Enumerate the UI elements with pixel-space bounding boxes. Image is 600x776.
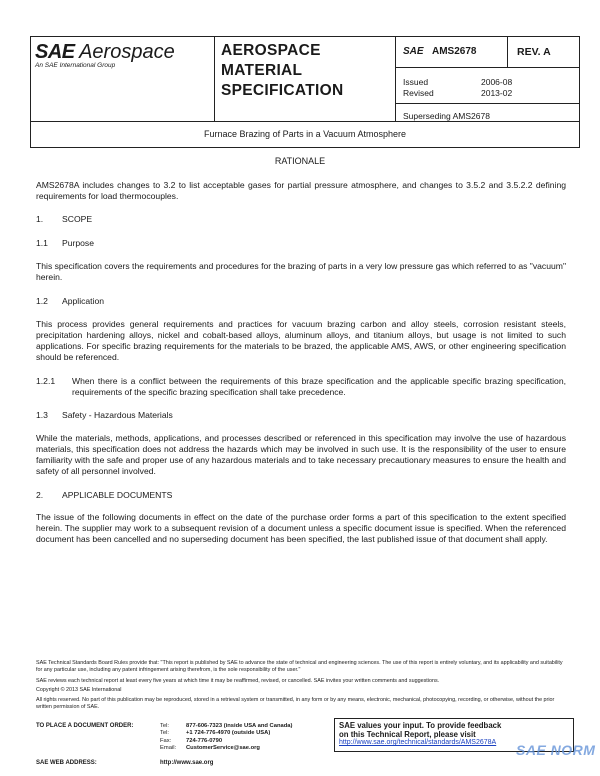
applicable-documents-text: The issue of the following documents in effect on the date of the purchase order forms a part of this specification to the extent specified herein. The supplier may work to a subsequent revision of a document unless a specific document issue is specified. When the referenced document has been cancelled and no superseding document has been specified, the last published issue of that document shall apply. xyxy=(36,512,566,544)
section-heading-applicable-documents xyxy=(36,490,172,500)
contact-key: Tel: xyxy=(160,723,170,729)
section-number: 2. xyxy=(36,490,44,500)
spec-type-title xyxy=(221,41,343,101)
sae-norm-watermark: SAE NORM xyxy=(516,742,596,758)
logo-aerospace: Aerospace xyxy=(79,41,175,63)
revised-label: Revised xyxy=(403,88,434,98)
subsection-text: When there is a conflict between the requirements of this braze specification and the applicable specific brazing specification, requirements of the specific brazing specification shall take precedence. xyxy=(72,376,566,397)
divider xyxy=(395,67,579,68)
section-title: Safety - Hazardous Materials xyxy=(62,410,173,420)
section-number: 1.3 xyxy=(36,410,48,420)
dates-block xyxy=(403,77,512,99)
revision-label: REV. A xyxy=(517,46,551,58)
issued-label: Issued xyxy=(403,77,429,87)
feedback-line: on this Technical Report, please visit xyxy=(339,730,476,739)
section-heading-scope xyxy=(36,214,92,224)
sae-mini-logo: SAE xyxy=(403,46,424,57)
rationale-heading: RATIONALE xyxy=(274,156,326,166)
purpose-text: This specification covers the requirements and procedures for the brazing of parts in a very low pressure gas which referred to as "vacuum" herein. xyxy=(36,261,566,282)
logo-subtitle: An SAE International Group xyxy=(35,62,116,69)
web-address-link[interactable]: http://www.sae.org xyxy=(160,760,214,766)
order-label: TO PLACE A DOCUMENT ORDER: xyxy=(36,723,134,729)
contact-value: +1 724-776-4970 (outside USA) xyxy=(186,730,271,737)
spec-line: SPECIFICATION xyxy=(221,82,344,99)
feedback-link[interactable]: http://www.sae.org/technical/standards/AMS2678A xyxy=(339,739,497,746)
revised-value: 2013-02 xyxy=(481,88,513,98)
application-text: This process provides general requirements and practices for vacuum brazing carbon and alloy steels, corrosion resistant steels, precipitation hardening alloys, nickel and cobalt-based alloys, aluminum alloys, and titanium alloys, but usage is not limited to such applications. For specific brazing requirements for the materials to be brazed, the applicable AMS, AWS, or other engineering specification should be referenced. xyxy=(36,319,566,362)
footer-rights: All rights reserved. No part of this publication may be reproduced, stored in a retrieval system or transmitted, in any form or by any means, electronic, mechanical, photocopying, recording, or otherwise, without the prior written permission of SAE. xyxy=(36,697,555,710)
document-number xyxy=(403,46,476,57)
section-title: APPLICABLE DOCUMENTS xyxy=(62,490,173,500)
section-title: Application xyxy=(62,296,105,306)
section-number: 1.2.1 xyxy=(36,376,56,386)
logo-sae: SAE xyxy=(35,41,75,63)
section-number: 1.2 xyxy=(36,296,48,306)
footer-review: SAE reviews each technical report at least every five years at which time it may be reaffirmed, revised, or cancelled. SAE invites your written comments and suggestions. xyxy=(36,678,440,684)
section-number: 1.1 xyxy=(36,238,48,248)
section-heading-purpose xyxy=(36,238,94,248)
feedback-line: SAE values your input. To provide feedback xyxy=(339,721,502,730)
header-box xyxy=(30,36,580,148)
order-contacts xyxy=(160,723,292,753)
rationale-text: AMS2678A includes changes to 3.2 to list acceptable gases for partial pressure atmosphere, and changes to 3.5.2 and 3.5.2.2 defining requirements for load thermocouples. xyxy=(36,180,566,201)
section-title: SCOPE xyxy=(62,214,93,224)
issued-value: 2006-08 xyxy=(481,77,513,87)
spec-line: MATERIAL xyxy=(221,62,303,79)
section-number: 1. xyxy=(36,214,44,224)
divider xyxy=(214,37,215,121)
divider xyxy=(395,37,396,121)
footer-copyright: Copyright © 2013 SAE International xyxy=(36,687,122,693)
contact-key: Fax: xyxy=(160,737,172,744)
contact-value: 877-606-7323 (inside USA and Canada) xyxy=(186,723,293,729)
section-heading-application xyxy=(36,296,104,306)
subsection-1-2-1 xyxy=(36,376,566,398)
divider xyxy=(395,103,579,104)
contact-key: Email: xyxy=(160,745,177,752)
web-address-label: SAE WEB ADDRESS: xyxy=(36,760,97,766)
footer-policy: SAE Technical Standards Board Rules provide that: "This report is published by SAE to advance the state of technical and engineering sciences. The use of this report is entirely voluntary, and its applicability and suitability for any particular use, including any patent infringement arising therefrom, is the sole responsibility of the user." xyxy=(36,660,563,673)
contact-email-link[interactable]: CustomerService@sae.org xyxy=(186,745,260,752)
section-heading-safety xyxy=(36,410,173,420)
document-title: Furnace Brazing of Parts in a Vacuum Atmosphere xyxy=(204,129,406,139)
contact-key: Tel: xyxy=(160,730,170,737)
spec-line: AEROSPACE xyxy=(221,42,321,59)
safety-text: While the materials, methods, applications, and processes described or referenced in this specification may involve the use of hazardous materials, this specification does not address the hazards which may be involved in such use. It is the responsibility of the user to ensure familiarity with the safe and proper use of any hazardous materials and to take necessary precautionary measures to ensure the health and safety of all personnel involved. xyxy=(36,433,566,476)
contact-value: 724-776-0790 xyxy=(186,737,223,744)
superseding-note: Superseding AMS2678 xyxy=(403,111,490,121)
section-title: Purpose xyxy=(62,238,95,248)
divider xyxy=(31,121,579,122)
sae-aerospace-logo xyxy=(35,41,175,69)
divider xyxy=(507,37,508,67)
doc-number-text: AMS2678 xyxy=(431,46,477,57)
